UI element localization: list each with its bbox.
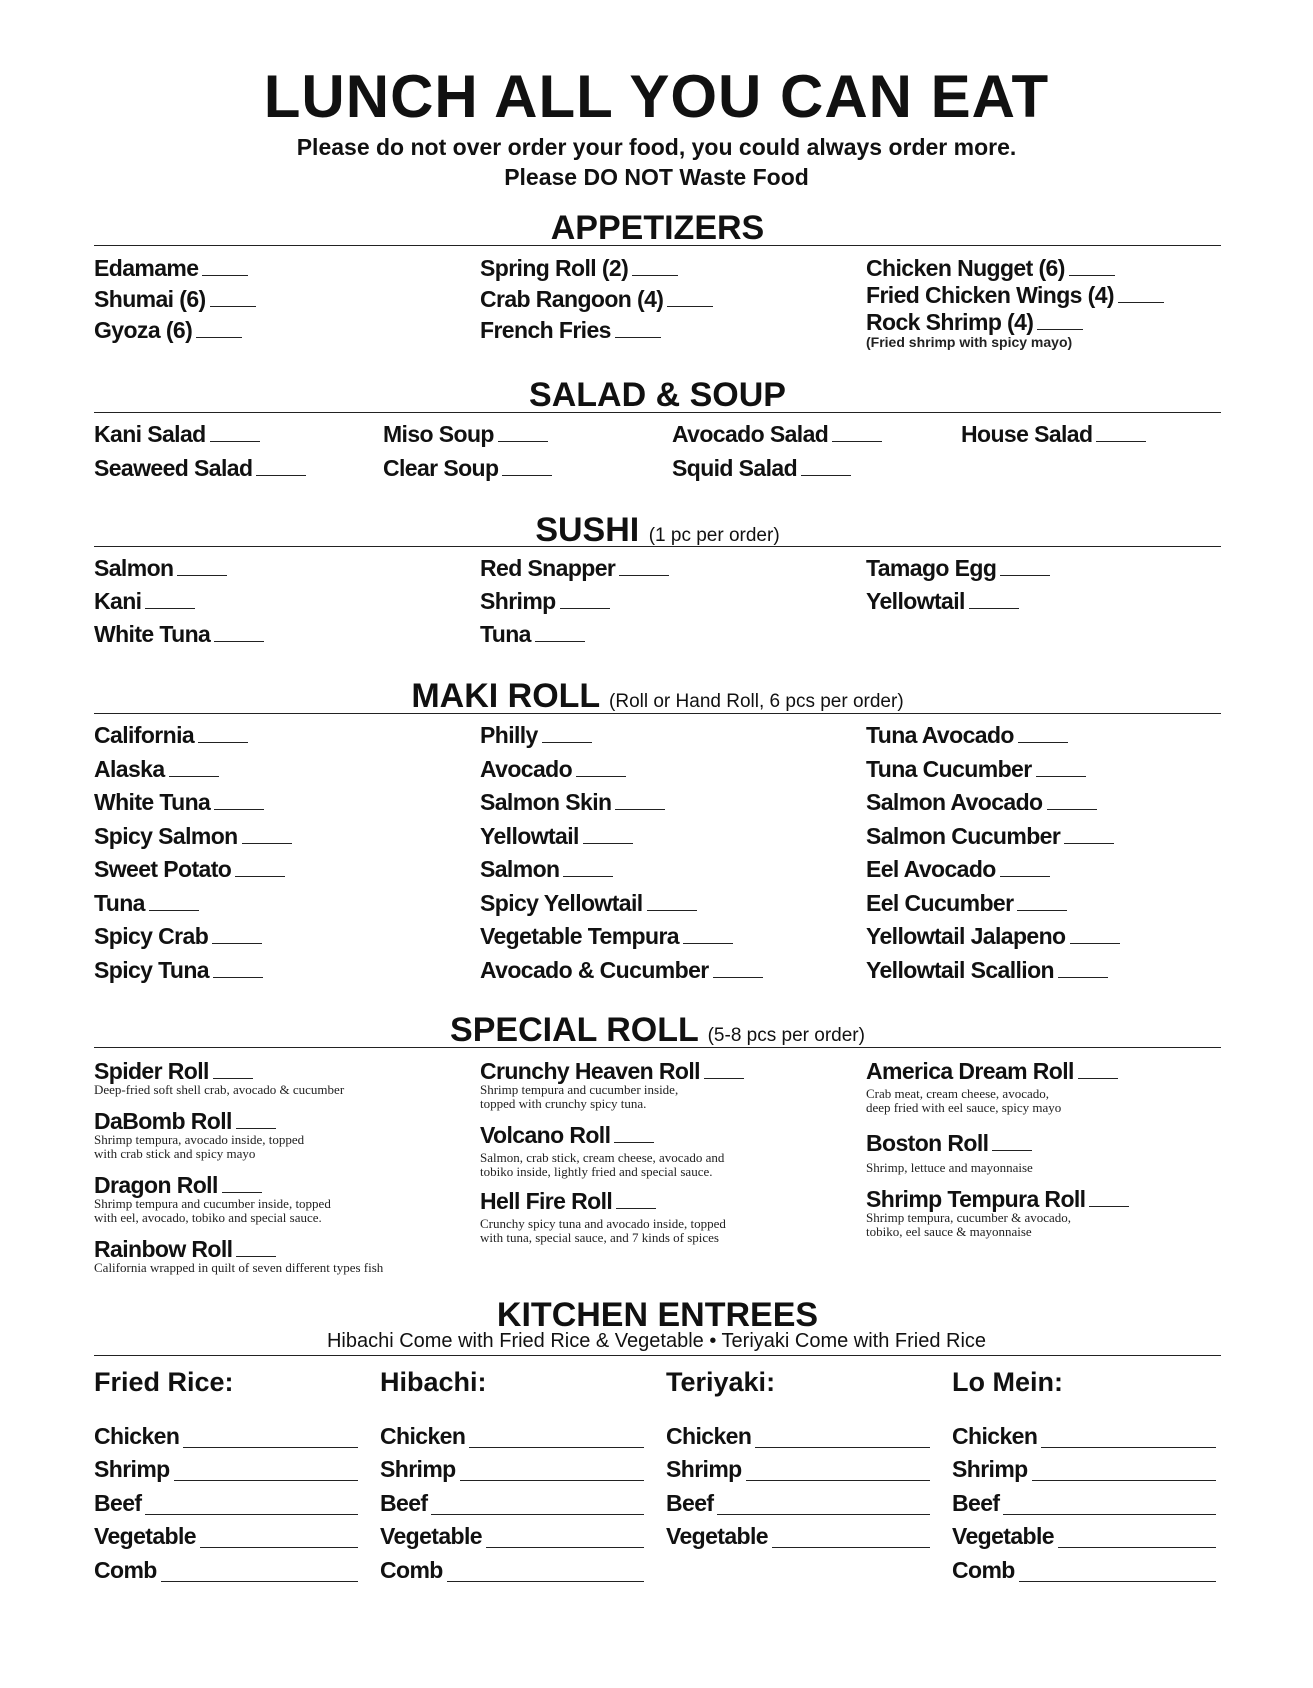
- special-col-3: [866, 1060, 1129, 1248]
- menu-item[interactable]: Edamame: [94, 257, 256, 288]
- special-roll[interactable]: Crunchy Heaven Roll Shrimp tempura and cucumber inside, topped with crunchy spicy tuna.: [480, 1060, 744, 1124]
- maki-col-3: [866, 724, 1120, 992]
- special-roll[interactable]: DaBomb Roll Shrimp tempura, avocado inside, topped with crab stick and spicy mayo: [94, 1108, 305, 1161]
- sushi-heading: SUSHI (1 pc per order): [535, 511, 780, 549]
- maki-col-1: [94, 724, 292, 992]
- menu-item[interactable]: Gyoza (6): [94, 319, 256, 350]
- menu-item[interactable]: Eel Cucumber: [866, 892, 1120, 926]
- special-note: (5-8 pcs per order): [707, 1025, 865, 1046]
- menu-item[interactable]: Seaweed Salad: [94, 457, 306, 491]
- menu-item[interactable]: Fried Chicken Wings (4): [866, 284, 1164, 311]
- special-heading: SPECIAL ROLL (5-8 pcs per order): [450, 1011, 865, 1049]
- menu-item[interactable]: Salmon Avocado: [866, 791, 1120, 825]
- special-roll[interactable]: America Dream Roll Crab meat, cream cheese, avocado, deep fried with eel sauce, spicy mayo: [866, 1060, 1129, 1132]
- kitchen-item[interactable]: Beef: [952, 1481, 1216, 1515]
- maki-note: (Roll or Hand Roll, 6 pcs per order): [609, 691, 904, 712]
- salad-col-4: [961, 423, 1146, 457]
- subtitle-line-2: Please DO NOT Waste Food: [504, 164, 809, 190]
- salad-col-2: [383, 423, 552, 491]
- menu-item[interactable]: Spicy Salmon: [94, 825, 292, 859]
- menu-item[interactable]: Clear Soup: [383, 457, 552, 491]
- menu-item[interactable]: White Tuna: [94, 791, 292, 825]
- menu-item[interactable]: Tuna Cucumber: [866, 758, 1120, 792]
- kitchen-item[interactable]: Shrimp: [952, 1448, 1216, 1482]
- menu-item[interactable]: Shrimp: [480, 590, 669, 623]
- sushi-divider: [94, 546, 1221, 547]
- kitchen-item[interactable]: Shrimp: [380, 1448, 644, 1482]
- menu-item[interactable]: Vegetable Tempura: [480, 925, 763, 959]
- kitchen-group-fried-rice: [94, 1366, 358, 1582]
- salad-soup-heading: SALAD & SOUP: [529, 376, 786, 414]
- kitchen-item[interactable]: Vegetable: [380, 1515, 644, 1549]
- kitchen-group-hibachi: [380, 1366, 644, 1582]
- menu-item[interactable]: Tamago Egg: [866, 557, 1050, 590]
- special-divider: [94, 1047, 1221, 1048]
- menu-item[interactable]: Yellowtail Scallion: [866, 959, 1120, 993]
- menu-item[interactable]: Avocado & Cucumber: [480, 959, 763, 993]
- kitchen-item[interactable]: Comb: [952, 1548, 1216, 1582]
- kitchen-item[interactable]: Shrimp: [94, 1448, 358, 1482]
- kitchen-item[interactable]: Beef: [380, 1481, 644, 1515]
- group-title: Hibachi:: [380, 1367, 487, 1397]
- menu-item[interactable]: Crab Rangoon (4): [480, 288, 713, 319]
- group-title: Lo Mein:: [952, 1367, 1063, 1397]
- sushi-col-2: [480, 557, 669, 656]
- menu-item[interactable]: Yellowtail: [866, 590, 1050, 623]
- maki-heading: MAKI ROLL (Roll or Hand Roll, 6 pcs per order): [411, 677, 904, 715]
- group-title: Teriyaki:: [666, 1367, 776, 1397]
- menu-item[interactable]: Salmon: [94, 557, 264, 590]
- menu-item[interactable]: Rock Shrimp (4): [866, 311, 1164, 335]
- maki-divider: [94, 713, 1221, 714]
- special-roll[interactable]: Shrimp Tempura Roll Shrimp tempura, cucumber & avocado, tobiko, eel sauce & mayonnaise: [866, 1188, 1129, 1248]
- kitchen-item[interactable]: Chicken: [952, 1414, 1216, 1448]
- menu-item[interactable]: Kani Salad: [94, 423, 306, 457]
- menu-item[interactable]: Alaska: [94, 758, 292, 792]
- menu-item[interactable]: California: [94, 724, 292, 758]
- menu-item[interactable]: House Salad: [961, 423, 1146, 457]
- special-col-1: [94, 1060, 383, 1278]
- menu-item[interactable]: Tuna Avocado: [866, 724, 1120, 758]
- menu-item[interactable]: Salmon: [480, 858, 763, 892]
- menu-item[interactable]: Avocado: [480, 758, 763, 792]
- kitchen-item[interactable]: Vegetable: [666, 1515, 930, 1549]
- sushi-col-1: [94, 557, 264, 656]
- menu-item[interactable]: White Tuna: [94, 623, 264, 656]
- appetizers-col-3: [866, 257, 1164, 349]
- salad-soup-divider: [94, 412, 1221, 413]
- kitchen-item[interactable]: Chicken: [666, 1414, 930, 1448]
- salad-col-3: [672, 423, 882, 491]
- appetizers-divider: [94, 245, 1221, 246]
- kitchen-item[interactable]: Beef: [94, 1481, 358, 1515]
- kitchen-note: Hibachi Come with Fried Rice & Vegetable • Teriyaki Come with Fried Rice: [326, 1330, 987, 1352]
- menu-item[interactable]: Spicy Yellowtail: [480, 892, 763, 926]
- menu-item[interactable]: Salmon Cucumber: [866, 825, 1120, 859]
- menu-item[interactable]: Philly: [480, 724, 763, 758]
- special-roll[interactable]: Boston Roll Shrimp, lettuce and mayonnaise: [866, 1130, 1033, 1175]
- kitchen-item[interactable]: Chicken: [94, 1414, 358, 1448]
- menu-item[interactable]: Tuna: [94, 892, 292, 926]
- menu-item[interactable]: Avocado Salad: [672, 423, 882, 457]
- menu-item[interactable]: Red Snapper: [480, 557, 669, 590]
- kitchen-item[interactable]: Vegetable: [94, 1515, 358, 1549]
- kitchen-item[interactable]: Vegetable: [952, 1515, 1216, 1549]
- menu-item[interactable]: Kani: [94, 590, 264, 623]
- menu-item[interactable]: French Fries: [480, 319, 713, 350]
- special-roll[interactable]: Spider Roll Deep-fried soft shell crab, avocado & cucumber: [94, 1058, 345, 1097]
- page-title: LUNCH ALL YOU CAN EAT: [263, 63, 1050, 130]
- special-roll[interactable]: Hell Fire Roll Crunchy spicy tuna and avocado inside, topped with tuna, special sauce, and 7 kinds of spices: [480, 1188, 726, 1245]
- kitchen-heading: KITCHEN ENTREES: [496, 1296, 819, 1334]
- appetizers-col-1: [94, 257, 256, 350]
- kitchen-item[interactable]: Shrimp: [666, 1448, 930, 1482]
- sushi-col-3: [866, 557, 1050, 623]
- menu-item[interactable]: Squid Salad: [672, 457, 882, 491]
- salad-col-1: [94, 423, 306, 491]
- menu-item[interactable]: Miso Soup: [383, 423, 552, 457]
- menu-item[interactable]: Yellowtail: [480, 825, 763, 859]
- menu-item[interactable]: Tuna: [480, 623, 669, 656]
- kitchen-divider: [94, 1355, 1221, 1356]
- sushi-note: (1 pc per order): [648, 525, 780, 546]
- group-title: Fried Rice:: [94, 1367, 234, 1397]
- kitchen-group-lo-mein: [952, 1366, 1216, 1582]
- menu-item[interactable]: Chicken Nugget (6): [866, 257, 1164, 284]
- menu-item[interactable]: Sweet Potato: [94, 858, 292, 892]
- menu-item[interactable]: Shumai (6): [94, 288, 256, 319]
- kitchen-item[interactable]: Beef: [666, 1481, 930, 1515]
- subtitle-line-1: Please do not over order your food, you could always order more.: [296, 134, 1017, 160]
- kitchen-item[interactable]: Chicken: [380, 1414, 644, 1448]
- menu-item[interactable]: Spring Roll (2): [480, 257, 713, 288]
- menu-item[interactable]: Spicy Tuna: [94, 959, 292, 993]
- special-roll[interactable]: Volcano Roll Salmon, crab stick, cream cheese, avocado and tobiko inside, lightly fried and special sauce.: [480, 1122, 725, 1179]
- special-col-2: [480, 1060, 744, 1254]
- kitchen-item[interactable]: Comb: [380, 1548, 644, 1582]
- menu-item[interactable]: Spicy Crab: [94, 925, 292, 959]
- menu-item[interactable]: Eel Avocado: [866, 858, 1120, 892]
- appetizers-col-2: [480, 257, 713, 350]
- special-roll[interactable]: Rainbow Roll California wrapped in quilt of seven different types fish: [94, 1236, 384, 1275]
- appetizers-heading: APPETIZERS: [550, 209, 765, 247]
- menu-item[interactable]: Salmon Skin: [480, 791, 763, 825]
- menu-item[interactable]: Yellowtail Jalapeno: [866, 925, 1120, 959]
- maki-col-2: [480, 724, 763, 992]
- special-roll[interactable]: Dragon Roll Shrimp tempura and cucumber inside, topped with eel, avocado, tobiko and special sauce.: [94, 1172, 331, 1225]
- kitchen-item[interactable]: Comb: [94, 1548, 358, 1582]
- kitchen-group-teriyaki: [666, 1366, 930, 1548]
- rock-shrimp-note: (Fried shrimp with spicy mayo): [866, 334, 1073, 350]
